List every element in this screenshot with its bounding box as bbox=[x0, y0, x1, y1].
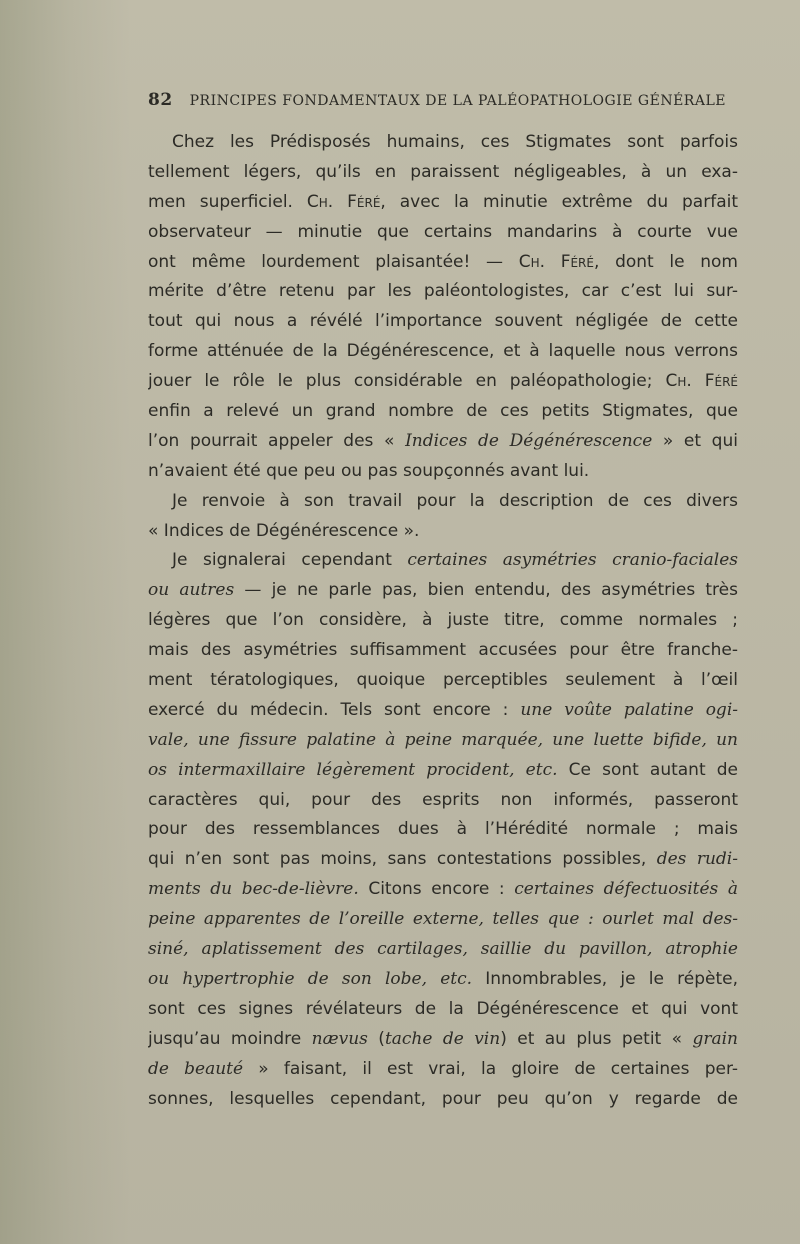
text-line bbox=[148, 277, 738, 307]
italic-text: des rudi- bbox=[656, 849, 738, 870]
text-segment: » et qui bbox=[652, 430, 738, 451]
text-segment: — je ne parle pas, bien entendu, des asymétries très bbox=[234, 580, 738, 601]
text-line bbox=[148, 666, 738, 696]
text-segment: forme atténuée de la Dégénérescence, et à laquelle nous verrons bbox=[148, 341, 738, 362]
text-line bbox=[148, 457, 738, 487]
text-line bbox=[148, 1055, 738, 1085]
text-line bbox=[148, 696, 738, 726]
text-line bbox=[148, 487, 738, 517]
text-line bbox=[148, 218, 738, 248]
text-segment: mais des asymétries suffisamment accusées pour être franche- bbox=[148, 640, 738, 661]
text-segment: caractères qui, pour des esprits non informés, passeront bbox=[148, 789, 738, 810]
text-segment: Citons encore : bbox=[358, 879, 515, 900]
author-name: Ch. Féré bbox=[518, 251, 594, 272]
text-segment: jusqu’au moindre bbox=[148, 1028, 312, 1049]
text-segment: tellement légers, qu’ils en paraissent négligeables, à un exa- bbox=[148, 161, 738, 182]
body-text bbox=[148, 128, 738, 1114]
text-line bbox=[148, 427, 738, 457]
text-segment: ) et au plus petit « bbox=[500, 1028, 693, 1049]
italic-text: nævus bbox=[311, 1028, 368, 1049]
italic-text: vale, une fissure palatine à peine marquée, une luette bifide, un bbox=[148, 729, 738, 750]
text-segment: sont ces signes révélateurs de la Dégénérescence et qui vont bbox=[148, 998, 738, 1019]
text-line bbox=[148, 158, 738, 188]
text-segment: Je renvoie à son travail pour la description de ces divers bbox=[172, 490, 738, 511]
author-name: Ch. Féré bbox=[665, 371, 738, 392]
text-line bbox=[148, 517, 738, 547]
text-line bbox=[148, 636, 738, 666]
text-line bbox=[148, 248, 738, 278]
text-line bbox=[148, 188, 738, 218]
running-title: PRINCIPES FONDAMENTAUX DE LA PALÉOPATHOLOGIE GÉNÉRALE bbox=[189, 93, 726, 109]
text-segment: l’on pourrait appeler des « bbox=[148, 430, 406, 451]
text-line bbox=[148, 965, 738, 995]
text-line bbox=[148, 337, 738, 367]
text-segment: Chez les Prédisposés humains, ces Stigmates sont parfois bbox=[172, 132, 738, 152]
text-segment: men superficiel. bbox=[148, 191, 307, 212]
text-segment: exercé du médecin. Tels sont encore : bbox=[148, 699, 521, 720]
text-segment: enfin a relevé un grand nombre de ces petits Stigmates, que bbox=[148, 401, 738, 422]
text-segment: ment tératologiques, quoique perceptibles seulement à l’œil bbox=[148, 670, 738, 691]
text-segment: Je signalerai cependant bbox=[172, 550, 408, 571]
text-line bbox=[148, 576, 738, 606]
text-segment: Innombrables, je le répète, bbox=[472, 968, 738, 989]
text-segment: Ce sont autant de bbox=[557, 759, 738, 780]
italic-text: certaines asymétries cranio-faciales bbox=[407, 550, 738, 571]
text-segment: observateur — minutie que certains mandarins à courte vue bbox=[148, 221, 738, 242]
italic-text: ou hypertrophie de son lobe, etc. bbox=[148, 968, 473, 989]
text-segment: tout qui nous a révélé l’importance souvent négligée de cette bbox=[148, 311, 738, 332]
text-line bbox=[148, 546, 738, 576]
author-name: Ch. Féré bbox=[306, 191, 381, 212]
italic-text: Indices de Dégénérescence bbox=[405, 430, 653, 451]
italic-text: ments du bec-de-lièvre. bbox=[148, 879, 359, 900]
text-segment: mérite d’être retenu par les paléontologistes, car c’est lui sur- bbox=[148, 281, 738, 302]
page-number: 82 bbox=[148, 90, 173, 110]
italic-text: ou autres bbox=[148, 580, 235, 601]
text-line bbox=[148, 367, 738, 397]
text-line bbox=[148, 905, 738, 935]
text-segment: pour des ressemblances dues à l’Hérédité normale ; mais bbox=[148, 819, 738, 840]
text-segment: qui n’en sont pas moins, sans contestations possibles, bbox=[148, 849, 657, 870]
text-segment: « Indices de Dégénérescence ». bbox=[148, 520, 420, 541]
italic-text: une voûte palatine ogi- bbox=[520, 699, 738, 720]
text-segment: jouer le rôle le plus considérable en paléopathologie; bbox=[148, 371, 666, 392]
text-segment: , dont le nom bbox=[593, 251, 738, 272]
italic-text: siné, aplatissement des cartilages, saillie du pavillon, atrophie bbox=[148, 939, 738, 960]
italic-text: peine apparentes de l’oreille externe, telles que : ourlet mal des- bbox=[148, 909, 738, 930]
italic-text: os intermaxillaire légèrement procident, etc. bbox=[148, 759, 558, 780]
text-line bbox=[148, 128, 738, 158]
text-line bbox=[148, 935, 738, 965]
text-line bbox=[148, 815, 738, 845]
text-line bbox=[148, 606, 738, 636]
italic-text: tache de vin bbox=[384, 1028, 501, 1049]
text-line bbox=[148, 726, 738, 756]
text-line bbox=[148, 845, 738, 875]
text-segment: » faisant, il est vrai, la gloire de certaines per- bbox=[243, 1058, 738, 1079]
italic-text: grain bbox=[692, 1028, 738, 1049]
text-line bbox=[148, 1025, 738, 1055]
text-line bbox=[148, 756, 738, 786]
text-line bbox=[148, 875, 738, 905]
text-line bbox=[148, 995, 738, 1025]
text-segment: ont même lourdement plaisantée! — bbox=[148, 251, 519, 272]
text-segment: sonnes, lesquelles cependant, pour peu qu’on y regarde de bbox=[148, 1088, 738, 1109]
italic-text: de beauté bbox=[148, 1058, 244, 1079]
running-head bbox=[148, 90, 726, 110]
italic-text: certaines défectuosités à bbox=[514, 879, 738, 900]
text-segment: n’avaient été que peu ou pas soupçonnés avant lui. bbox=[148, 460, 590, 481]
text-line bbox=[148, 786, 738, 816]
text-segment: , avec la minutie extrême du parfait bbox=[380, 191, 738, 212]
text-line bbox=[148, 307, 738, 337]
text-line bbox=[148, 1085, 738, 1115]
text-segment: ( bbox=[367, 1028, 385, 1049]
text-segment: légères que l’on considère, à juste titre, comme normales ; bbox=[148, 610, 738, 631]
text-line bbox=[148, 397, 738, 427]
